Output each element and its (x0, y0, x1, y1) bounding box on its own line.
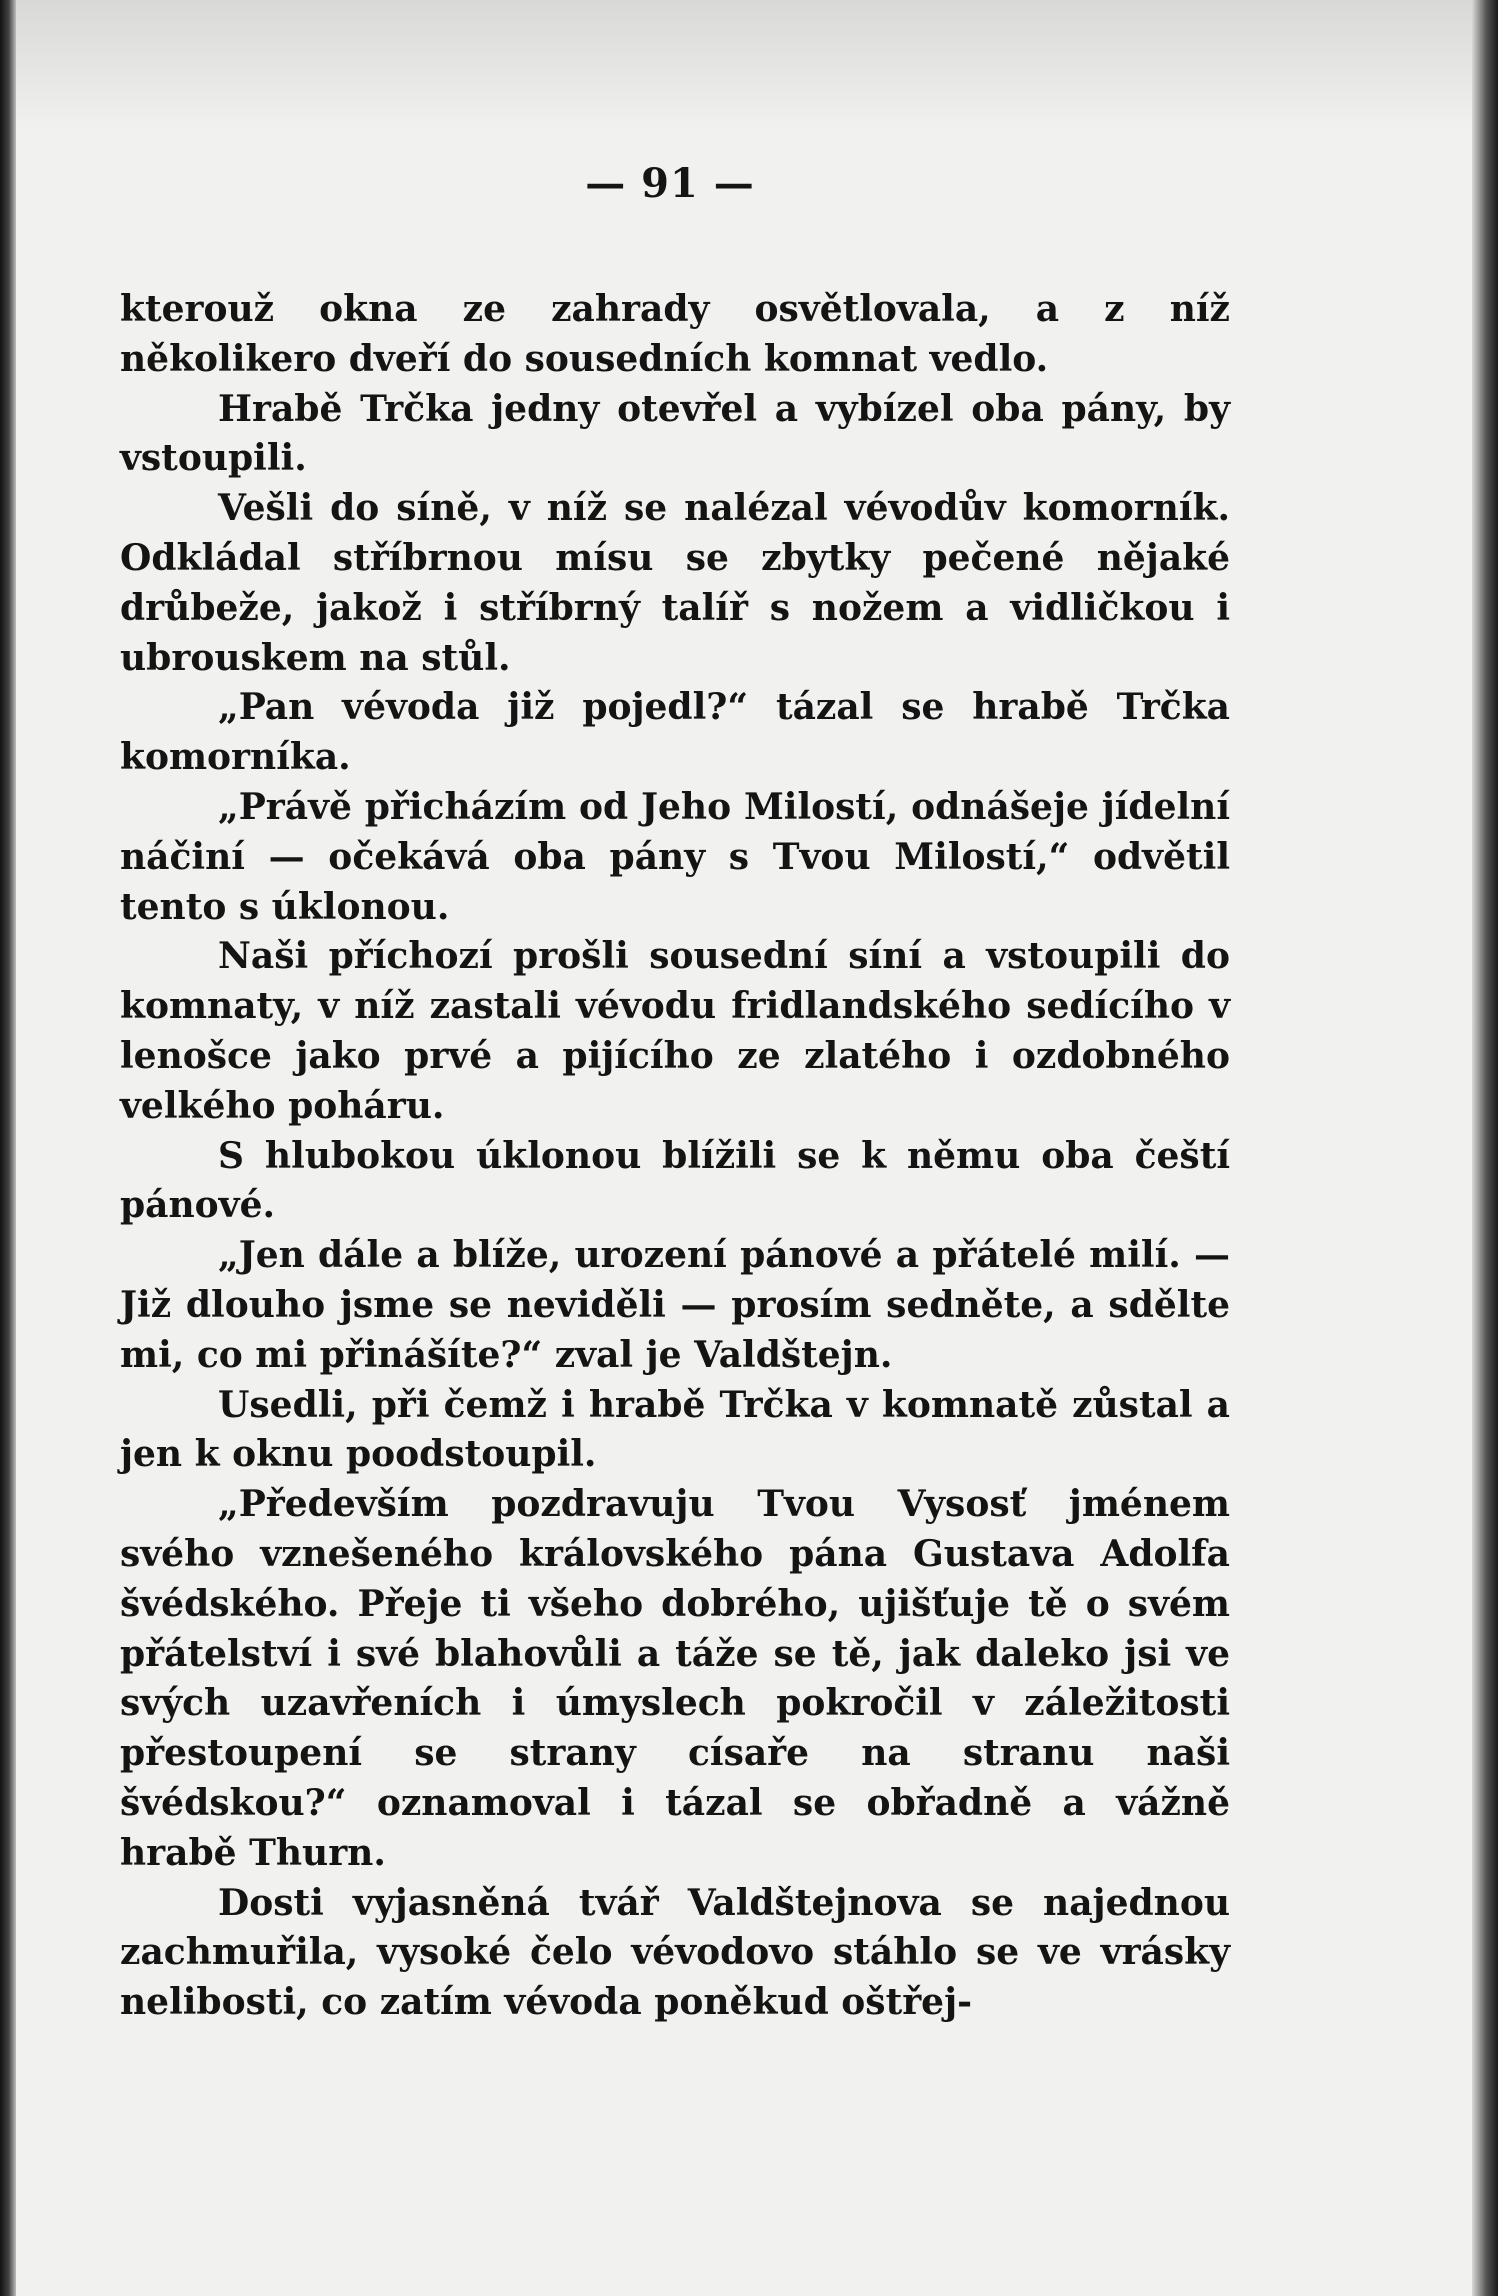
paragraph: „Především pozdravuju Tvou Vysosť jménem svého vznešeného královského pána Gustava Adolfa švédského. Přeje ti všeho dobrého, ujišťuje tě o svém přátelství i své blahovůli a táže se tě, jak daleko jsi ve svých uzavřeních i úmyslech pokročil v záležitosti přestoupení se strany císaře na stranu naši švédskou?“ oznamoval i tázal se obřadně a vážně hrabě Thurn. (120, 1483, 1230, 1874)
paragraph: Vešli do síně, v níž se nalézal vévodův komorník. Odkládal stříbrnou mísu se zbytky pečené nějaké drůbeže, jakož i stříbrný talíř s nožem a vidličkou i ubrouskem na stůl. (120, 487, 1230, 679)
paragraph: Dosti vyjasněná tvář Valdštejnova se najednou zachmuřila, vysoké čelo vévodovo stáhlo se ve vrásky nelibosti, co zatím vévoda poněkud oštřej- (120, 1881, 1230, 2024)
paragraph: „Právě přicházím od Jeho Milostí, odnášeje jídelní náčiní — očekává oba pány s Tvou Milostí,“ odvětil tento s úklonou. (120, 785, 1230, 928)
paragraph: Naši příchozí prošli sousední síní a vstoupili do komnaty, v níž zastali vévodu fridlandského sedícího v lenošce jako prvé a pijícího ze zlatého i ozdobného velkého poháru. (120, 935, 1230, 1127)
page-number: — 91 — (585, 160, 755, 207)
page-left-edge (0, 0, 16, 2296)
page-text (120, 285, 1230, 2028)
paragraph: Usedli, při čemž i hrabě Trčka v komnatě zůstal a jen k oknu poodstoupil. (120, 1383, 1230, 1476)
paragraph: „Jen dále a blíže, urození pánové a přátelé milí. — Již dlouho jsme se neviděli — prosím sedněte, a sdělte mi, co mi přinášíte?“ zval je Valdštejn. (120, 1234, 1230, 1376)
paragraph: kterouž okna ze zahrady osvětlovala, a z níž několikero dveří do sousedních komnat vedlo. (120, 288, 1230, 380)
paragraph: „Pan vévoda již pojedl?“ tázal se hrabě Trčka komorníka. (120, 686, 1230, 779)
scan-shadow (0, 0, 1498, 130)
page-right-edge (1472, 0, 1498, 2296)
paragraph: S hlubokou úklonou blížili se k němu oba čeští pánové. (120, 1134, 1230, 1227)
paragraph: Hrabě Trčka jedny otevřel a vybízel oba pány, by vstoupili. (120, 387, 1230, 480)
